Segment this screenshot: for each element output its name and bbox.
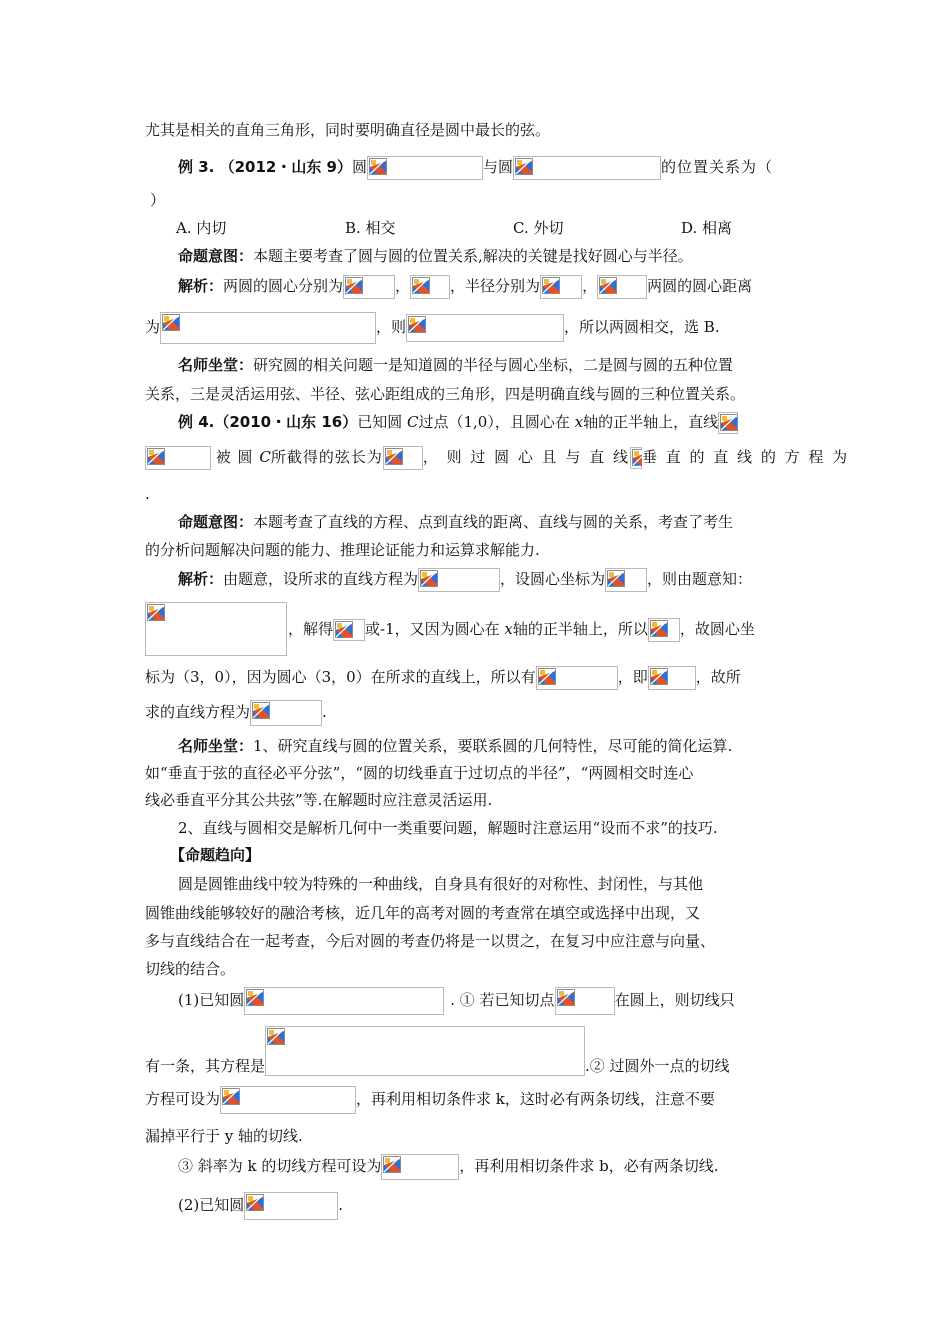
formula-image <box>145 446 211 470</box>
broken-image-icon <box>252 702 270 719</box>
intent-2 <box>178 512 733 532</box>
formula-image <box>160 312 376 344</box>
solution-1-cont <box>145 312 720 344</box>
formula-image <box>630 447 642 469</box>
broken-image-icon <box>607 570 625 587</box>
label: 命题意图： <box>178 247 254 265</box>
text: ， 则 过 圆 心 且 与 直 线 <box>422 448 630 466</box>
text: ，故圆心坐 <box>679 620 755 638</box>
text: 与圆 <box>483 158 514 176</box>
text: ） <box>150 191 166 209</box>
formula-image <box>597 275 647 299</box>
text: 在圆上，则切线只 <box>614 991 735 1009</box>
intro-text: 尤其是相关的直角三角形，同时要明确直径是圆中最长的弦。 <box>145 121 551 139</box>
text: ，故所 <box>695 668 741 686</box>
point-1-line4 <box>145 1126 303 1146</box>
broken-image-icon <box>383 1156 401 1173</box>
formula-image <box>536 666 618 690</box>
point-1 <box>178 987 735 1015</box>
text: 为 <box>145 318 161 336</box>
text: 如“垂直于弦的直径必平分弦”，“圆的切线垂直于过切点的半径”，“两圆相交时连心 <box>145 764 694 782</box>
text: 1、研究直线与圆的位置关系，要联系圆的几何特性，尽可能的简化运算. <box>253 737 733 755</box>
formula-image <box>244 1192 338 1220</box>
text: ，半径分别为 <box>450 277 541 295</box>
broken-image-icon <box>720 414 738 431</box>
text: 轴的正半轴上，直线 <box>583 413 719 431</box>
text: 多与直线结合在一起考查，今后对圆的考查仍将是一以贯之，在复习中应注意与向量、 <box>145 932 716 950</box>
formula-image <box>648 666 696 690</box>
solution-1 <box>178 275 752 299</box>
teacher-note-2-l3 <box>145 790 492 810</box>
intent-1 <box>178 246 693 266</box>
teacher-note-1 <box>178 355 733 375</box>
broken-image-icon <box>515 158 533 175</box>
formula-image <box>145 602 287 656</box>
formula-image <box>513 156 661 180</box>
text: 线必垂直平分其公共弦”等.在解题时应注意灵活运用. <box>145 791 493 809</box>
solution-2-cont <box>145 602 287 656</box>
broken-image-icon <box>650 668 668 685</box>
broken-image-icon <box>599 277 617 294</box>
broken-image-icon <box>147 448 165 465</box>
text: ，所以两圆相交，选 B. <box>564 318 720 336</box>
text: (2)已知圆 <box>178 1196 245 1214</box>
text: 漏掉平行于 y 轴的切线. <box>145 1127 303 1145</box>
text: ，解得 <box>288 620 334 638</box>
text: 由题意，设所求的直线方程为 <box>223 570 419 588</box>
text: 关系，三是灵活运用弦、半径、弦心距组成的三角形，四是明确直线与圆的三种位置关系。 <box>145 385 746 403</box>
text: 轴的正半轴上，所以 <box>512 620 648 638</box>
label: 命题意图： <box>178 513 254 531</box>
text: . <box>338 1196 344 1214</box>
text: 或-1，又因为圆心在 <box>365 620 505 638</box>
point-1-line3 <box>145 1086 715 1114</box>
broken-image-icon <box>267 1028 285 1045</box>
text: ，再利用相切条件求 k，这时必有两条切线，注意不要 <box>356 1090 715 1108</box>
formula-image <box>381 1154 459 1180</box>
formula-image <box>410 275 450 299</box>
broken-image-icon <box>650 620 668 637</box>
paragraph-intro <box>145 120 550 140</box>
broken-image-icon <box>385 448 403 465</box>
broken-image-icon <box>147 604 165 621</box>
text: 方程可设为 <box>145 1090 221 1108</box>
teacher-note-2-l2 <box>145 763 693 783</box>
text: . ① 若已知切点 <box>450 991 555 1009</box>
text: 的分析问题解决问题的能力、推理论证能力和运算求解能力. <box>145 541 540 559</box>
section-heading: 【命题趋向】 <box>170 846 261 864</box>
text: (1)已知圆 <box>178 991 245 1009</box>
text: ，即 <box>617 668 648 686</box>
text: 本题主要考查了圆与圆的位置关系,解决的关键是找好圆心与半径。 <box>253 247 693 265</box>
text: 的位置关系为（ <box>661 158 774 176</box>
formula-image <box>718 412 738 434</box>
text: C <box>406 413 419 431</box>
text: 已知圆 <box>357 413 407 431</box>
trend-l4 <box>145 959 235 979</box>
broken-image-icon <box>542 277 560 294</box>
example-3 <box>178 156 773 180</box>
text: 垂 直 的 直 线 的 方 程 为 <box>641 448 850 466</box>
option-label: A. 内切 <box>176 219 227 237</box>
text: 切线的结合。 <box>145 960 236 978</box>
text: x <box>574 413 584 431</box>
text: ③ 斜率为 k 的切线方程可设为 <box>178 1157 382 1175</box>
example-4-heading: 例 4.（2010・山东 16） <box>178 413 358 431</box>
broken-image-icon <box>557 989 575 1006</box>
text: 研究圆的相关问题一是知道圆的半径与圆心坐标，二是圆与圆的五种位置 <box>253 356 734 374</box>
text: ，则 <box>376 318 407 336</box>
text: 圆 <box>352 158 368 176</box>
text: 被 圆 <box>215 448 260 466</box>
text: 圆锥曲线能够较好的融洽考核，近几年的高考对圆的考查常在填空或选择中出现，又 <box>145 904 701 922</box>
formula-image <box>333 619 365 641</box>
trend-l3 <box>145 931 715 951</box>
text: 圆是圆锥曲线中较为特殊的一种曲线，自身具有很好的对称性、封闭性，与其他 <box>178 875 704 893</box>
broken-image-icon <box>345 277 363 294</box>
text: 有一条，其方程是 <box>145 1057 266 1075</box>
text: ，再利用相切条件求 b，必有两条切线. <box>459 1157 719 1175</box>
trend-title <box>170 845 260 865</box>
option-label: D. 相离 <box>681 219 733 237</box>
text: 过点（1,0），且圆心在 <box>418 413 575 431</box>
point-3 <box>178 1154 719 1180</box>
formula-image <box>555 987 615 1015</box>
text: . <box>322 703 327 721</box>
example-3-close <box>150 190 165 210</box>
label: 名师坐堂： <box>178 737 254 755</box>
text: 两圆的圆心分别为 <box>223 277 344 295</box>
option-a <box>176 218 226 238</box>
text: .② 过圆外一点的切线 <box>585 1057 730 1075</box>
solution-2-cont-text <box>288 618 755 642</box>
formula-image <box>540 275 582 299</box>
solution-2 <box>178 568 752 592</box>
teacher-note-1-cont <box>145 384 745 404</box>
text: ， <box>395 277 411 295</box>
example-4-cont <box>145 446 849 472</box>
formula-image <box>383 446 423 470</box>
option-b <box>345 218 396 238</box>
formula-image <box>406 314 564 342</box>
formula-image <box>367 156 483 180</box>
broken-image-icon <box>246 989 264 1006</box>
broken-image-icon <box>408 316 426 333</box>
option-d <box>681 218 732 238</box>
text: 所截得的弦长为 <box>270 448 383 466</box>
formula-image <box>244 987 444 1015</box>
broken-image-icon <box>222 1088 240 1105</box>
text: C <box>259 448 271 466</box>
text: 求的直线方程为 <box>145 703 251 721</box>
text: 本题考查了直线的方程、点到直线的距离、直线与圆的关系，考查了考生 <box>253 513 734 531</box>
example-4 <box>178 412 738 436</box>
formula-image <box>220 1086 356 1114</box>
broken-image-icon <box>632 449 642 466</box>
broken-image-icon <box>412 277 430 294</box>
teacher-note-2 <box>178 736 732 756</box>
option-c <box>513 218 563 238</box>
broken-image-icon <box>246 1194 264 1211</box>
formula-image <box>343 275 395 299</box>
text: ， <box>582 277 598 295</box>
broken-image-icon <box>538 668 556 685</box>
label: 解析： <box>178 570 224 588</box>
text: . <box>145 485 150 503</box>
label: 名师坐堂： <box>178 356 254 374</box>
intent-2-cont <box>145 540 540 560</box>
point-1-cont <box>145 1026 730 1076</box>
example-4-end <box>145 484 150 504</box>
teacher-note-2-l4 <box>178 818 718 838</box>
broken-image-icon <box>335 621 353 638</box>
option-label: B. 相交 <box>345 219 396 237</box>
formula-image <box>418 568 500 592</box>
broken-image-icon <box>420 570 438 587</box>
text: x <box>504 620 513 638</box>
text: 2、直线与圆相交是解析几何中一类重要问题，解题时注意运用“设而不求”的技巧. <box>178 819 718 837</box>
example-3-heading: 例 3. （2012・山东 9） <box>178 158 352 176</box>
broken-image-icon <box>369 158 387 175</box>
trend-l1 <box>178 874 703 894</box>
point-2 <box>178 1192 343 1220</box>
broken-image-icon <box>162 314 180 331</box>
trend-l2 <box>145 903 700 923</box>
text: 标为（3，0），因为圆心（3，0）在所求的直线上，所以有 <box>145 668 536 686</box>
formula-image <box>605 568 647 592</box>
formula-image <box>648 618 680 642</box>
text: 两圆的圆心距离 <box>647 277 753 295</box>
label: 解析： <box>178 277 224 295</box>
formula-image <box>265 1026 585 1076</box>
solution-2-line3 <box>145 666 741 690</box>
text: ，则由题意知： <box>647 570 753 588</box>
text: ，设圆心坐标为 <box>500 570 606 588</box>
formula-image <box>250 700 322 726</box>
option-label: C. 外切 <box>513 219 564 237</box>
solution-2-line4 <box>145 700 327 726</box>
